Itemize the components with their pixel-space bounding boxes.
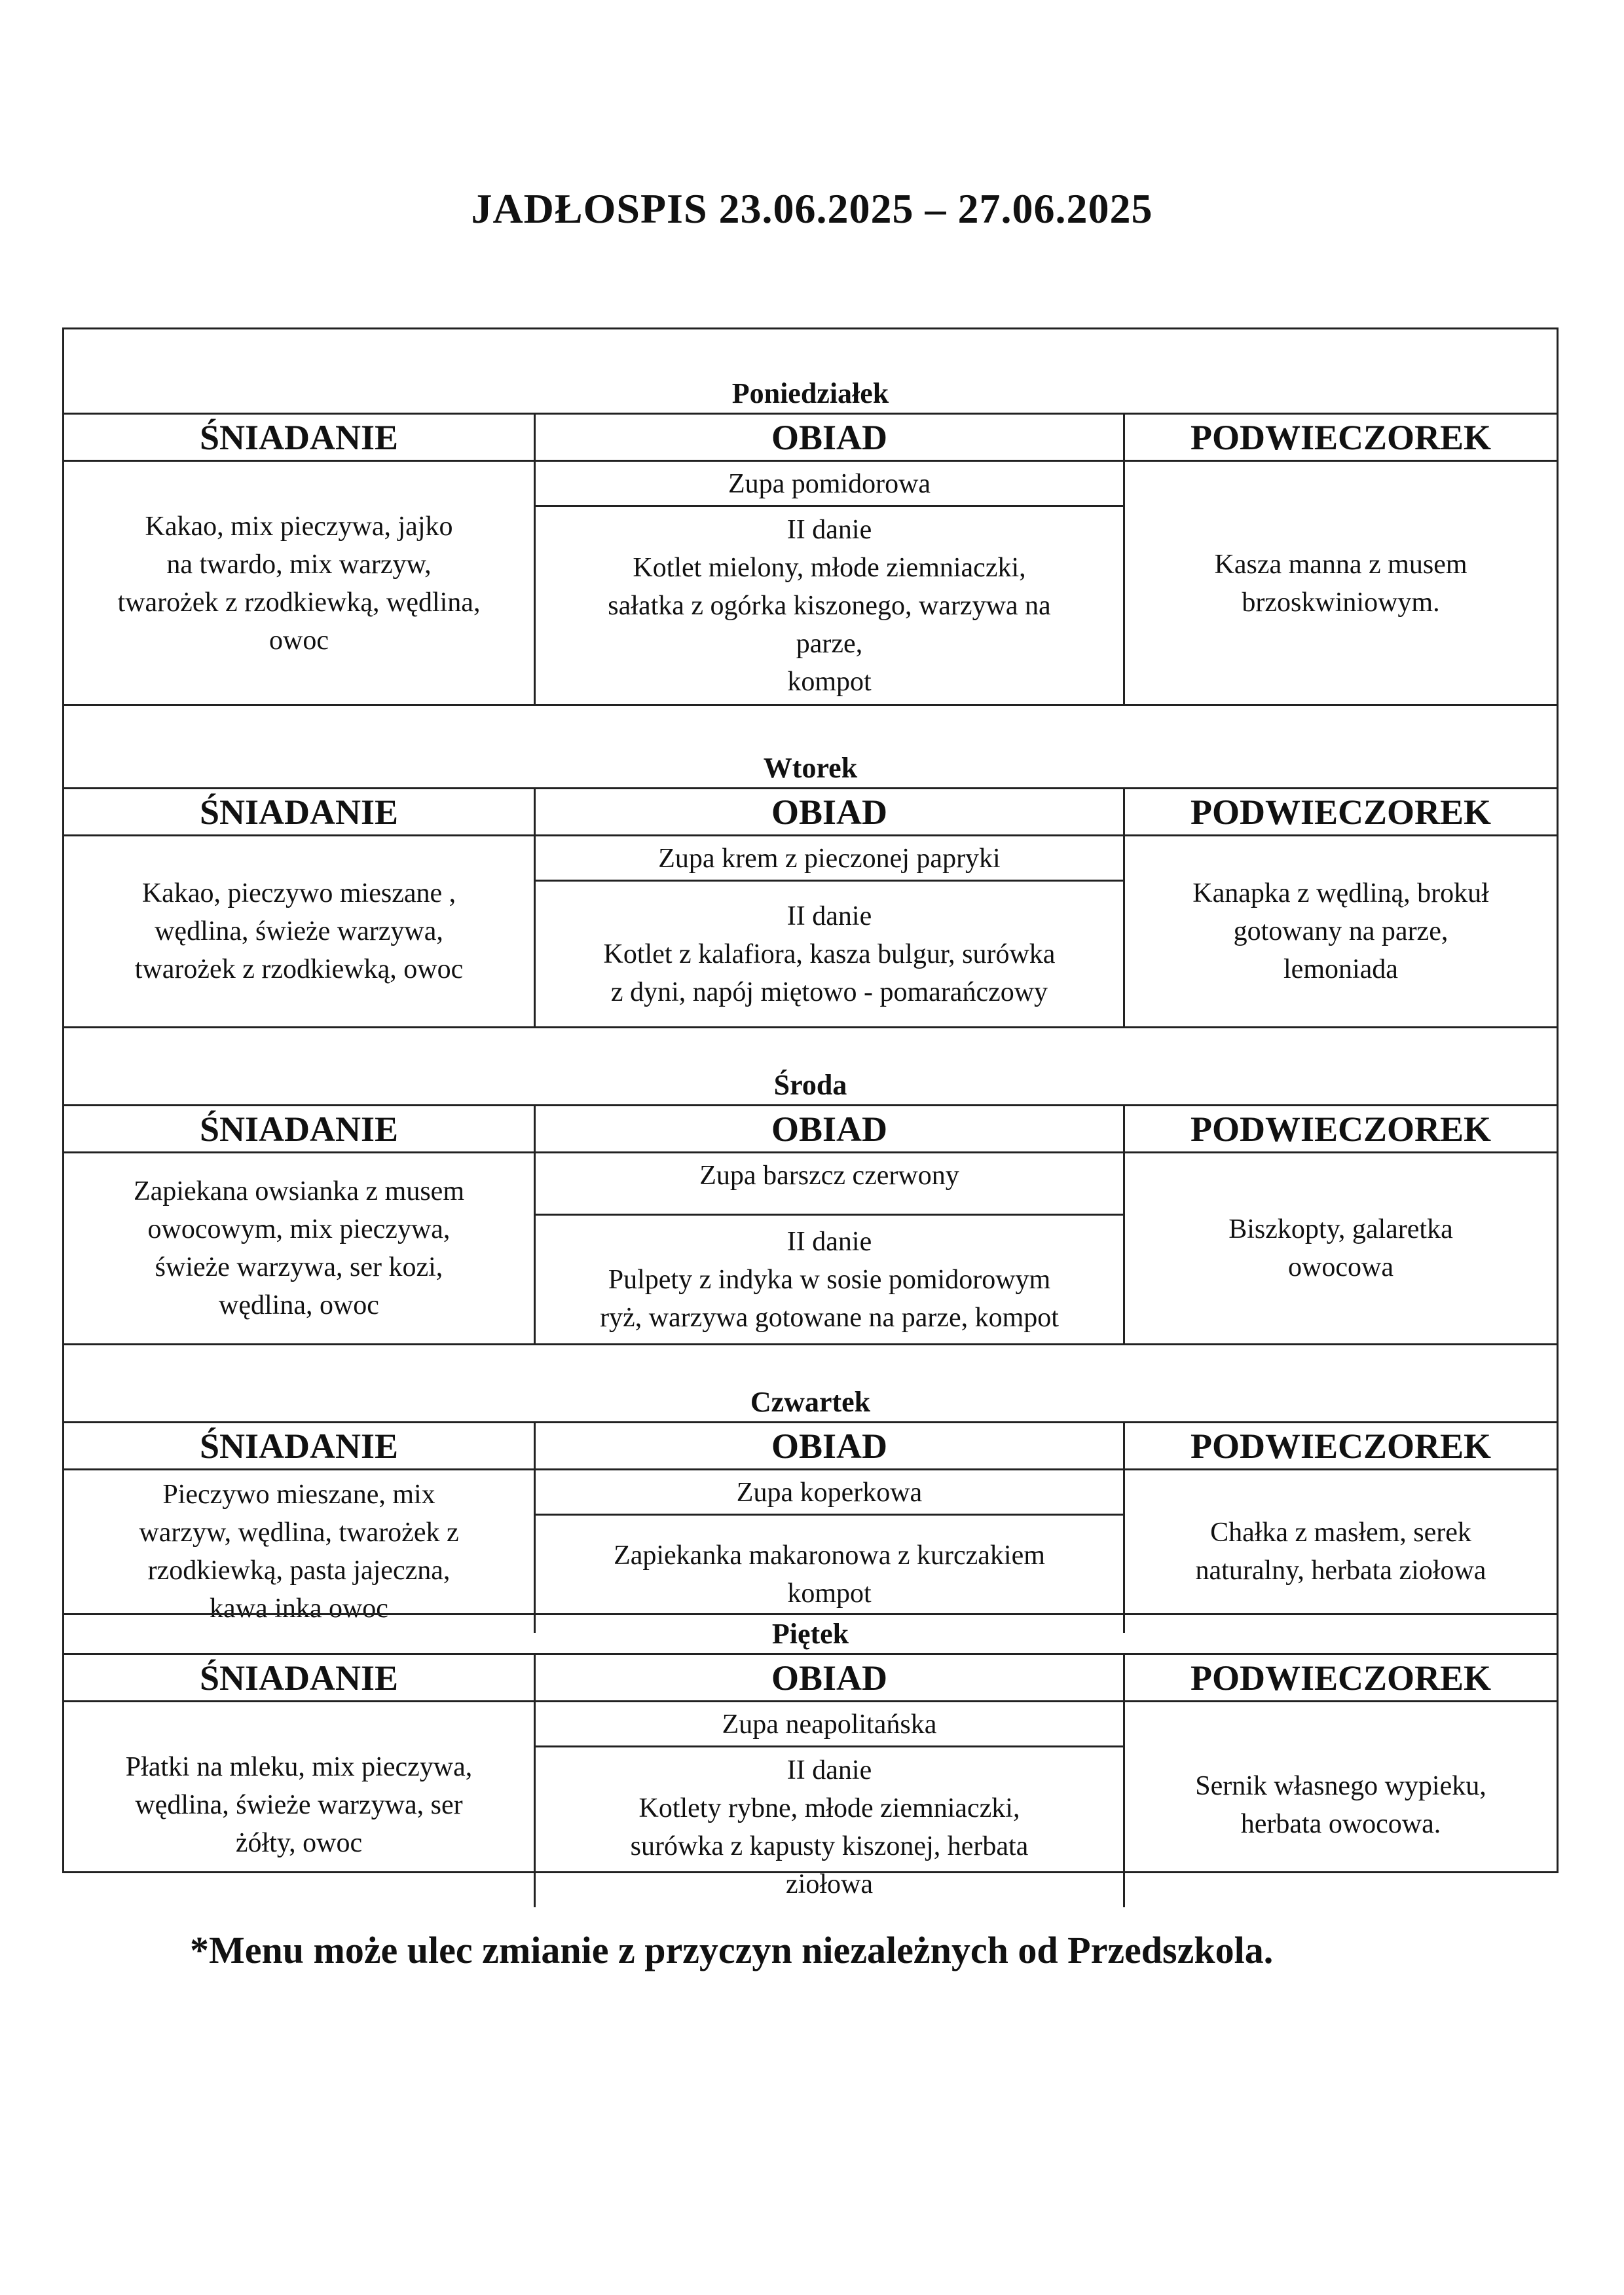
snack-header: PODWIECZOREK: [1125, 1655, 1557, 1702]
day-block: [64, 329, 1557, 704]
day-name: Środa: [64, 1026, 1557, 1106]
main-course-label: II danie: [786, 901, 872, 931]
breakfast-text: Kakao, pieczywo mieszane , wędlina, świeże warzywa, twarożek z rzodkiewką, owoc: [134, 878, 464, 984]
breakfast-text: Zapiekana owsianka z musem owocowym, mix pieczywa, świeże warzywa, ser kozi, wędlina, owoc: [134, 1176, 464, 1320]
main-course-text: Zapiekanka makaronowa z kurczakiem kompot: [614, 1540, 1045, 1609]
day-name: Piętek: [64, 1613, 1557, 1655]
main-course-text: Kotlet mielony, młode ziemniaczki, sałatka z ogórka kiszonego, warzywa na parze, kompot: [608, 553, 1051, 697]
soup-text: Zupa neapolitańska: [536, 1702, 1123, 1747]
main-course: [536, 882, 1123, 1026]
lunch-header: OBIAD: [536, 1655, 1123, 1702]
main-course: [536, 1216, 1123, 1343]
snack-header: PODWIECZOREK: [1125, 789, 1557, 836]
lunch-header: OBIAD: [536, 415, 1123, 462]
soup-text: Zupa krem z pieczonej papryki: [536, 836, 1123, 882]
snack-header: PODWIECZOREK: [1125, 1106, 1557, 1153]
snack-text: Chałka z masłem, serek naturalny, herbata ziołowa: [1195, 1518, 1486, 1586]
breakfast-column: [64, 415, 536, 705]
breakfast-column: [64, 1655, 536, 1907]
soup-text: Zupa barszcz czerwony: [536, 1153, 1123, 1216]
snack-column: [1125, 1655, 1557, 1907]
snack-column: [1125, 1423, 1557, 1633]
breakfast-header: ŚNIADANIE: [64, 1655, 534, 1702]
lunch-column: [536, 415, 1125, 705]
day-name: Poniedziałek: [64, 329, 1557, 415]
breakfast-text: Kakao, mix pieczywa, jajko na twardo, mix warzyw, twarożek z rzodkiewką, wędlina, owoc: [117, 511, 481, 656]
page-title: JADŁOSPIS 23.06.2025 – 27.06.2025: [471, 185, 1153, 232]
breakfast-column: [64, 1423, 536, 1633]
breakfast-header: ŚNIADANIE: [64, 415, 534, 462]
day-block: [64, 1613, 1557, 1899]
breakfast-column: [64, 789, 536, 1026]
lunch-column: [536, 1655, 1125, 1907]
lunch-column: [536, 789, 1125, 1026]
snack-header: PODWIECZOREK: [1125, 1423, 1557, 1470]
main-course-label: II danie: [786, 1226, 872, 1257]
lunch-header: OBIAD: [536, 1106, 1123, 1153]
lunch-header: OBIAD: [536, 1423, 1123, 1470]
snack-text: Kanapka z wędliną, brokuł gotowany na parze, lemoniada: [1192, 878, 1489, 984]
snack-column: [1125, 789, 1557, 1026]
main-course: [536, 1747, 1123, 1907]
menu-table: [62, 327, 1559, 1899]
day-name: Wtorek: [64, 704, 1557, 789]
main-course-label: II danie: [786, 515, 872, 545]
breakfast-column: [64, 1106, 536, 1343]
day-name: Czwartek: [64, 1343, 1557, 1423]
snack-header: PODWIECZOREK: [1125, 415, 1557, 462]
snack-text: Sernik własnego wypieku, herbata owocowa.: [1195, 1770, 1486, 1839]
snack-text: Biszkopty, galaretka owocowa: [1228, 1214, 1453, 1282]
day-block: [64, 1026, 1557, 1343]
day-block: [64, 704, 1557, 1026]
breakfast-header: ŚNIADANIE: [64, 1423, 534, 1470]
snack-column: [1125, 415, 1557, 705]
main-course-text: Kotlety rybne, młode ziemniaczki, surówka z kapusty kiszonej, herbata ziołowa: [630, 1793, 1029, 1899]
lunch-column: [536, 1106, 1125, 1343]
lunch-column: [536, 1423, 1125, 1633]
day-block: [64, 1343, 1557, 1624]
footnote: *Menu może ulec zmianie z przyczyn niezależnych od Przedszkola.: [190, 1929, 1274, 1971]
main-course-text: Kotlet z kalafiora, kasza bulgur, surówka z dyni, napój miętowo - pomarańczowy: [603, 939, 1056, 1007]
snack-text: Kasza manna z musem brzoskwiniowym.: [1214, 549, 1467, 618]
soup-text: Zupa koperkowa: [536, 1470, 1123, 1516]
breakfast-text: Pieczywo mieszane, mix warzyw, wędlina, twarożek z rzodkiewką, pasta jajeczna, kawa inka owoc: [139, 1480, 459, 1624]
main-course: [536, 507, 1123, 705]
lunch-header: OBIAD: [536, 789, 1123, 836]
snack-column: [1125, 1106, 1557, 1343]
breakfast-header: ŚNIADANIE: [64, 1106, 534, 1153]
soup-text: Zupa pomidorowa: [536, 462, 1123, 507]
main-course-label: II danie: [786, 1755, 872, 1785]
breakfast-header: ŚNIADANIE: [64, 789, 534, 836]
breakfast-text: Płatki na mleku, mix pieczywa, wędlina, świeże warzywa, ser żółty, owoc: [125, 1751, 473, 1858]
main-course-text: Pulpety z indyka w sosie pomidorowym ryż, warzywa gotowane na parze, kompot: [600, 1264, 1059, 1333]
